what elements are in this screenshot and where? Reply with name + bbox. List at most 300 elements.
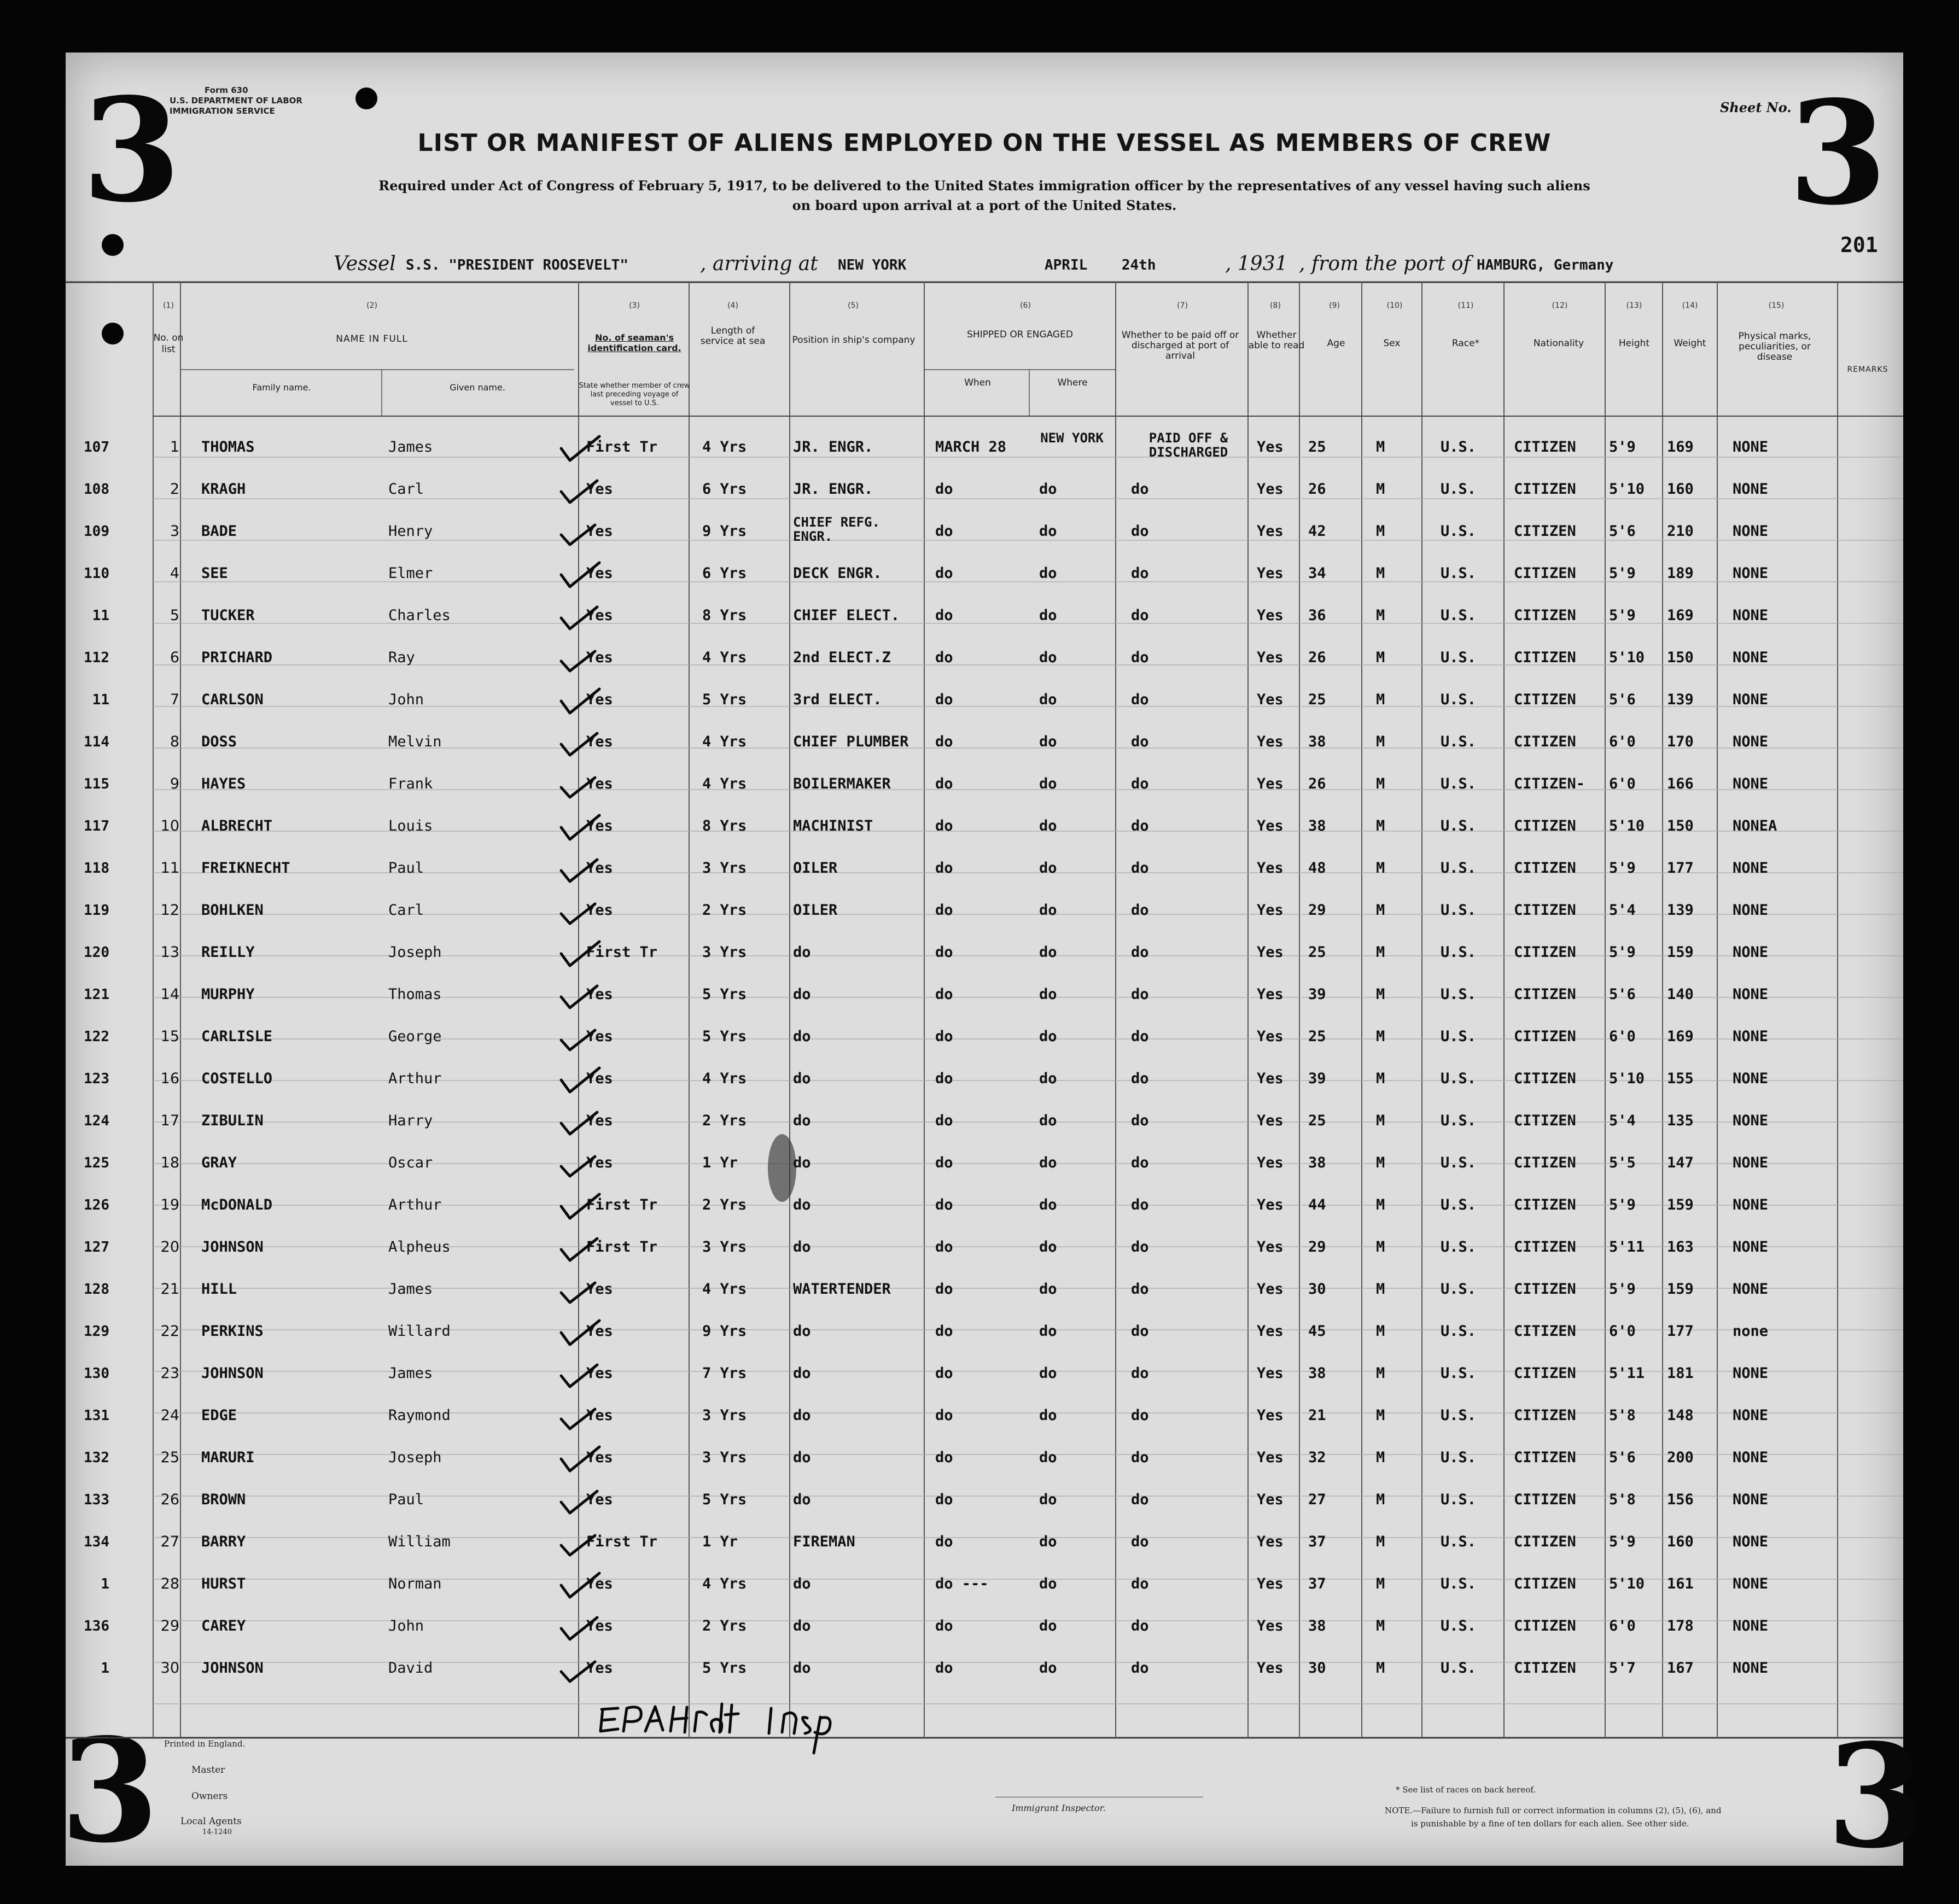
col-13-number: (13) <box>1626 301 1642 310</box>
shipped-when: do <box>935 1070 953 1087</box>
weight: 140 <box>1667 986 1694 1003</box>
row-number: 24 <box>160 1407 179 1424</box>
col-8-number: (8) <box>1270 301 1281 310</box>
from-port-label: , from the port of <box>1299 253 1471 275</box>
age: 38 <box>1308 1154 1326 1171</box>
family-name: MURPHY <box>201 986 255 1003</box>
check-mark-icon <box>557 937 606 970</box>
row-margin-number: 124 <box>84 1113 109 1129</box>
nationality: CITIZEN <box>1514 1323 1576 1340</box>
check-mark-icon <box>557 727 606 760</box>
height: 5'9 <box>1609 944 1636 961</box>
sex: M <box>1376 817 1385 834</box>
check-mark-icon <box>557 1316 606 1349</box>
sex: M <box>1376 1112 1385 1129</box>
age: 34 <box>1308 565 1326 582</box>
seaman-card: First Tr <box>586 1239 658 1255</box>
paid-off: do <box>1131 1239 1149 1255</box>
physical-marks: NONE <box>1733 1112 1769 1129</box>
age: 25 <box>1308 944 1326 961</box>
shipped-when: do <box>935 733 953 750</box>
given-name: Raymond <box>388 1407 451 1424</box>
row-number: 14 <box>160 986 179 1003</box>
table-row <box>66 1397 1903 1439</box>
row-number: 19 <box>160 1196 179 1213</box>
length-of-service: 4 Yrs <box>702 733 747 750</box>
nationality: CITIZEN <box>1514 607 1576 624</box>
seaman-card: Yes <box>586 775 613 792</box>
sex: M <box>1376 1028 1385 1045</box>
seaman-card: Yes <box>586 1491 613 1508</box>
given-name: Harry <box>388 1112 433 1129</box>
race: U.S. <box>1441 1323 1477 1340</box>
physical-marks: NONE <box>1733 1491 1769 1508</box>
sex: M <box>1376 691 1385 708</box>
paid-off: do <box>1131 1617 1149 1634</box>
corner-number-top-left: 3 <box>82 67 181 234</box>
ship-position: do <box>793 986 811 1003</box>
ship-position: do <box>793 1323 811 1340</box>
col-14-number: (14) <box>1682 301 1698 310</box>
paid-off: do <box>1131 1070 1149 1087</box>
seaman-card: First Tr <box>586 944 658 961</box>
nationality: CITIZEN <box>1514 1196 1576 1213</box>
table-row <box>66 1018 1903 1060</box>
shipped-where: do <box>1039 1533 1057 1550</box>
check-mark-icon <box>557 895 606 928</box>
age: 44 <box>1308 1196 1326 1213</box>
race: U.S. <box>1441 1617 1477 1634</box>
seaman-card: Yes <box>586 1028 613 1045</box>
physical-marks: NONE <box>1733 1070 1769 1087</box>
shipped-when: do <box>935 1112 953 1129</box>
physical-marks: NONE <box>1733 1365 1769 1382</box>
able-to-read: Yes <box>1257 1281 1284 1298</box>
height: 5'9 <box>1609 1281 1636 1298</box>
shipped-when: do <box>935 1154 953 1171</box>
table-row <box>66 1650 1903 1692</box>
weight: 159 <box>1667 1196 1694 1213</box>
height: 5'9 <box>1609 1196 1636 1213</box>
form-department: U.S. DEPARTMENT OF LABOR <box>170 96 302 106</box>
family-name: ZIBULIN <box>201 1112 264 1129</box>
footer-note-line-2: is punishable by a fine of ten dollars for each alien. See other side. <box>1411 1819 1689 1829</box>
height: 5'6 <box>1609 691 1636 708</box>
paid-off: do <box>1131 1407 1149 1424</box>
age: 26 <box>1308 775 1326 792</box>
physical-marks: NONE <box>1733 775 1769 792</box>
sex: M <box>1376 1407 1385 1424</box>
ship-position: CHIEF PLUMBER <box>793 733 909 750</box>
check-mark-icon <box>557 474 606 507</box>
weight: 135 <box>1667 1112 1694 1129</box>
sex: M <box>1376 986 1385 1003</box>
length-of-service: 3 Yrs <box>702 1407 747 1424</box>
able-to-read: Yes <box>1257 1028 1284 1045</box>
nationality: CITIZEN <box>1514 1070 1576 1087</box>
able-to-read: Yes <box>1257 986 1284 1003</box>
row-number: 27 <box>160 1533 179 1550</box>
race: U.S. <box>1441 986 1477 1003</box>
length-of-service: 6 Yrs <box>702 481 747 498</box>
shipped-when: do <box>935 1239 953 1255</box>
length-of-service: 2 Yrs <box>702 1617 747 1634</box>
table-row <box>66 808 1903 850</box>
race: U.S. <box>1441 733 1477 750</box>
col-4-number: (4) <box>727 301 738 310</box>
height: 5'9 <box>1609 860 1636 877</box>
corner-number-bottom-left: 3 <box>60 1708 159 1874</box>
col-2-number: (2) <box>366 301 377 310</box>
physical-marks: NONE <box>1733 986 1769 1003</box>
seaman-card: Yes <box>586 1070 613 1087</box>
vessel-label: Vessel <box>334 253 396 275</box>
given-name: Paul <box>388 1491 424 1508</box>
shipped-where: do <box>1039 1660 1057 1677</box>
row-number: 2 <box>170 481 179 498</box>
weight: 169 <box>1667 439 1694 455</box>
check-mark-icon <box>557 1527 606 1560</box>
shipped-where: do <box>1039 1281 1057 1298</box>
manifest-sheet <box>60 52 1926 1880</box>
nationality: CITIZEN <box>1514 944 1576 961</box>
paid-off: do <box>1131 523 1149 540</box>
check-mark-icon <box>557 811 606 844</box>
seaman-card: Yes <box>586 649 613 666</box>
height: 5'5 <box>1609 1154 1636 1171</box>
able-to-read: Yes <box>1257 1575 1284 1592</box>
length-of-service: 6 Yrs <box>702 565 747 582</box>
row-margin-number: 125 <box>84 1155 109 1171</box>
given-name: James <box>388 439 433 455</box>
col-age: Age <box>1327 338 1345 349</box>
ship-position: do <box>793 944 811 961</box>
physical-marks: NONEA <box>1733 817 1777 834</box>
seaman-card: Yes <box>586 1449 613 1466</box>
table-row <box>66 471 1903 513</box>
length-of-service: 3 Yrs <box>702 1449 747 1466</box>
check-mark-icon <box>557 1400 606 1433</box>
physical-marks: NONE <box>1733 1154 1769 1171</box>
race: U.S. <box>1441 1407 1477 1424</box>
able-to-read: Yes <box>1257 1449 1284 1466</box>
row-number: 30 <box>160 1660 179 1677</box>
given-name: Alpheus <box>388 1239 451 1255</box>
corner-number-top-right: 3 <box>1788 70 1887 237</box>
paid-off: do <box>1131 1491 1149 1508</box>
row-margin-number: 128 <box>84 1281 109 1298</box>
physical-marks: NONE <box>1733 1239 1769 1255</box>
row-margin-number: 115 <box>84 776 109 792</box>
shipped-where: do <box>1039 986 1057 1003</box>
nationality: CITIZEN <box>1514 733 1576 750</box>
physical-marks: NONE <box>1733 649 1769 666</box>
ship-position: do <box>793 1112 811 1129</box>
given-name: William <box>388 1533 451 1550</box>
paid-off: do <box>1131 1449 1149 1466</box>
length-of-service: 5 Yrs <box>702 1660 747 1677</box>
height: 5'6 <box>1609 1449 1636 1466</box>
age: 38 <box>1308 1365 1326 1382</box>
race: U.S. <box>1441 691 1477 708</box>
nationality: CITIZEN <box>1514 481 1576 498</box>
ship-position: do <box>793 1196 811 1213</box>
given-name: Arthur <box>388 1196 442 1213</box>
height: 5'10 <box>1609 817 1645 834</box>
shipped-when: do <box>935 1533 953 1550</box>
paid-off: do <box>1131 860 1149 877</box>
paid-off: do <box>1131 691 1149 708</box>
given-name: Henry <box>388 523 433 540</box>
weight: 155 <box>1667 1070 1694 1087</box>
race: U.S. <box>1441 1533 1477 1550</box>
footer-master-line: Master <box>191 1765 225 1775</box>
height: 5'9 <box>1609 1533 1636 1550</box>
seaman-card: Yes <box>586 1407 613 1424</box>
shipped-where: do <box>1039 1449 1057 1466</box>
row-number: 25 <box>160 1449 179 1466</box>
family-name: FREIKNECHT <box>201 860 290 877</box>
check-mark-icon <box>557 1190 606 1223</box>
able-to-read: Yes <box>1257 1112 1284 1129</box>
row-number: 23 <box>160 1365 179 1382</box>
table-row <box>66 1144 1903 1187</box>
given-name: Arthur <box>388 1070 442 1087</box>
shipped-where: do <box>1039 1070 1057 1087</box>
row-margin-number: 108 <box>84 481 109 498</box>
vessel-name: S.S. "PRESIDENT ROOSEVELT" <box>406 257 628 273</box>
family-name: REILLY <box>201 944 255 961</box>
age: 39 <box>1308 1070 1326 1087</box>
row-number: 4 <box>170 565 179 582</box>
row-number: 1 <box>170 439 179 455</box>
check-mark-icon <box>557 643 606 675</box>
height: 5'9 <box>1609 607 1636 624</box>
ship-position: do <box>793 1407 811 1424</box>
footer-note-line-1: NOTE.—Failure to furnish full or correct information in columns (2), (5), (6), and <box>1385 1806 1722 1815</box>
family-name: BARRY <box>201 1533 246 1550</box>
shipped-when: do <box>935 481 953 498</box>
able-to-read: Yes <box>1257 691 1284 708</box>
height: 5'9 <box>1609 439 1636 455</box>
table-row <box>66 681 1903 723</box>
nationality: CITIZEN <box>1514 649 1576 666</box>
length-of-service: 4 Yrs <box>702 1281 747 1298</box>
table-row <box>66 1313 1903 1355</box>
sex: M <box>1376 733 1385 750</box>
height: 5'6 <box>1609 986 1636 1003</box>
age: 25 <box>1308 1112 1326 1129</box>
col-family-name: Family name. <box>252 382 311 393</box>
paid-off: do <box>1131 986 1149 1003</box>
physical-marks: NONE <box>1733 944 1769 961</box>
shipped-when: do <box>935 1617 953 1634</box>
check-mark-icon <box>557 979 606 1012</box>
length-of-service: 5 Yrs <box>702 691 747 708</box>
nationality: CITIZEN <box>1514 860 1576 877</box>
row-margin-number: 110 <box>84 565 109 582</box>
sex: M <box>1376 1449 1385 1466</box>
table-row <box>66 513 1903 555</box>
seaman-card: Yes <box>586 733 613 750</box>
height: 5'8 <box>1609 1407 1636 1424</box>
shipped-where: do <box>1039 1617 1057 1634</box>
shipped-when: do <box>935 1196 953 1213</box>
check-mark-icon <box>557 685 606 717</box>
family-name: CARLSON <box>201 691 264 708</box>
shipped-where: do <box>1039 1239 1057 1255</box>
col-height: Height <box>1618 338 1650 349</box>
able-to-read: Yes <box>1257 1533 1284 1550</box>
table-row <box>66 597 1903 639</box>
col-11-number: (11) <box>1457 301 1474 310</box>
check-mark-icon <box>557 1148 606 1181</box>
physical-marks: NONE <box>1733 1407 1769 1424</box>
height: 5'6 <box>1609 523 1636 540</box>
paid-off: do <box>1131 944 1149 961</box>
shipped-when: do <box>935 1491 953 1508</box>
sex: M <box>1376 1281 1385 1298</box>
shipped-when: do <box>935 607 953 624</box>
col-5-number: (5) <box>848 301 859 310</box>
row-number: 8 <box>170 733 179 750</box>
col-where: Where <box>1057 377 1088 388</box>
col-able-to-read: Whether able to read <box>1248 330 1305 351</box>
shipped-where: do <box>1039 1575 1057 1592</box>
shipped-where: do <box>1039 1407 1057 1424</box>
weight: 159 <box>1667 1281 1694 1298</box>
row-number: 29 <box>160 1617 179 1634</box>
physical-marks: NONE <box>1733 1196 1769 1213</box>
nationality: CITIZEN <box>1514 1281 1576 1298</box>
seaman-card: First Tr <box>586 439 658 455</box>
seaman-card: First Tr <box>586 1196 658 1213</box>
age: 21 <box>1308 1407 1326 1424</box>
origin-port: HAMBURG, Germany <box>1477 257 1614 273</box>
given-name: Paul <box>388 860 424 877</box>
col-sex: Sex <box>1383 338 1401 349</box>
given-name: James <box>388 1365 433 1382</box>
physical-marks: NONE <box>1733 523 1769 540</box>
table-row <box>66 555 1903 597</box>
shipped-when: do <box>935 1028 953 1045</box>
given-name: Frank <box>388 775 433 792</box>
seaman-card: Yes <box>586 1154 613 1171</box>
given-name: Carl <box>388 902 424 919</box>
table-row <box>66 934 1903 976</box>
paid-off: do <box>1131 733 1149 750</box>
row-number: 22 <box>160 1323 179 1340</box>
row-margin-number: 117 <box>84 818 109 834</box>
shipped-when: do <box>935 1323 953 1340</box>
length-of-service: 5 Yrs <box>702 1028 747 1045</box>
ship-position: JR. ENGR. <box>793 481 873 498</box>
race: U.S. <box>1441 1660 1477 1677</box>
row-number: 26 <box>160 1491 179 1508</box>
shipped-when: do <box>935 1407 953 1424</box>
sex: M <box>1376 439 1385 455</box>
printed-in-england: Printed in England. <box>164 1739 246 1749</box>
length-of-service: 5 Yrs <box>702 1491 747 1508</box>
family-name: BOHLKEN <box>201 902 264 919</box>
length-of-service: 8 Yrs <box>702 817 747 834</box>
family-name: JOHNSON <box>201 1365 264 1382</box>
length-of-service: 5 Yrs <box>702 986 747 1003</box>
seaman-card: First Tr <box>586 1533 658 1550</box>
row-margin-number: 11 <box>92 692 109 708</box>
length-of-service: 9 Yrs <box>702 1323 747 1340</box>
seaman-card: Yes <box>586 1281 613 1298</box>
shipped-where: do <box>1039 649 1057 666</box>
row-margin-number: 122 <box>84 1029 109 1045</box>
ship-position: DECK ENGR. <box>793 565 882 582</box>
able-to-read: Yes <box>1257 1660 1284 1677</box>
ship-position: BOILERMAKER <box>793 775 891 792</box>
height: 5'9 <box>1609 565 1636 582</box>
physical-marks: NONE <box>1733 565 1769 582</box>
row-number: 20 <box>160 1239 179 1255</box>
row-number: 13 <box>160 944 179 961</box>
paid-off: PAID OFF & DISCHARGED <box>1148 430 1228 460</box>
family-name: MARURI <box>201 1449 255 1466</box>
row-margin-number: 107 <box>84 439 109 455</box>
family-name: McDONALD <box>201 1196 273 1213</box>
sex: M <box>1376 1323 1385 1340</box>
seaman-card: Yes <box>586 565 613 582</box>
family-name: KRAGH <box>201 481 246 498</box>
age: 25 <box>1308 439 1326 455</box>
race: U.S. <box>1441 439 1477 455</box>
ship-position: WATERTENDER <box>793 1281 891 1298</box>
physical-marks: NONE <box>1733 481 1769 498</box>
seaman-card: Yes <box>586 481 613 498</box>
sex: M <box>1376 649 1385 666</box>
age: 26 <box>1308 481 1326 498</box>
row-margin-number: 123 <box>84 1071 109 1087</box>
shipped-where: do <box>1039 607 1057 624</box>
check-mark-icon <box>557 1106 606 1138</box>
table-row <box>66 723 1903 766</box>
race: U.S. <box>1441 775 1477 792</box>
seaman-card: Yes <box>586 1660 613 1677</box>
race: U.S. <box>1441 523 1477 540</box>
row-margin-number: 133 <box>84 1492 109 1508</box>
physical-marks: NONE <box>1733 1028 1769 1045</box>
age: 37 <box>1308 1533 1326 1550</box>
weight: 159 <box>1667 944 1694 961</box>
nationality: CITIZEN <box>1514 817 1576 834</box>
paid-off: do <box>1131 649 1149 666</box>
length-of-service: 3 Yrs <box>702 944 747 961</box>
row-number: 3 <box>170 523 179 540</box>
able-to-read: Yes <box>1257 481 1284 498</box>
race: U.S. <box>1441 1196 1477 1213</box>
race: U.S. <box>1441 1239 1477 1255</box>
paid-off: do <box>1131 1028 1149 1045</box>
length-of-service: 2 Yrs <box>702 1112 747 1129</box>
family-name: TUCKER <box>201 607 255 624</box>
age: 45 <box>1308 1323 1326 1340</box>
shipped-where: do <box>1039 817 1057 834</box>
physical-marks: NONE <box>1733 1533 1769 1550</box>
subtitle-line-2: on board upon arrival at a port of the United States. <box>792 197 1177 213</box>
row-number: 28 <box>160 1575 179 1592</box>
nationality: CITIZEN <box>1514 1365 1576 1382</box>
row-number: 9 <box>170 775 179 792</box>
family-name: CAREY <box>201 1617 246 1634</box>
seaman-card: Yes <box>586 817 613 834</box>
paid-off: do <box>1131 1575 1149 1592</box>
